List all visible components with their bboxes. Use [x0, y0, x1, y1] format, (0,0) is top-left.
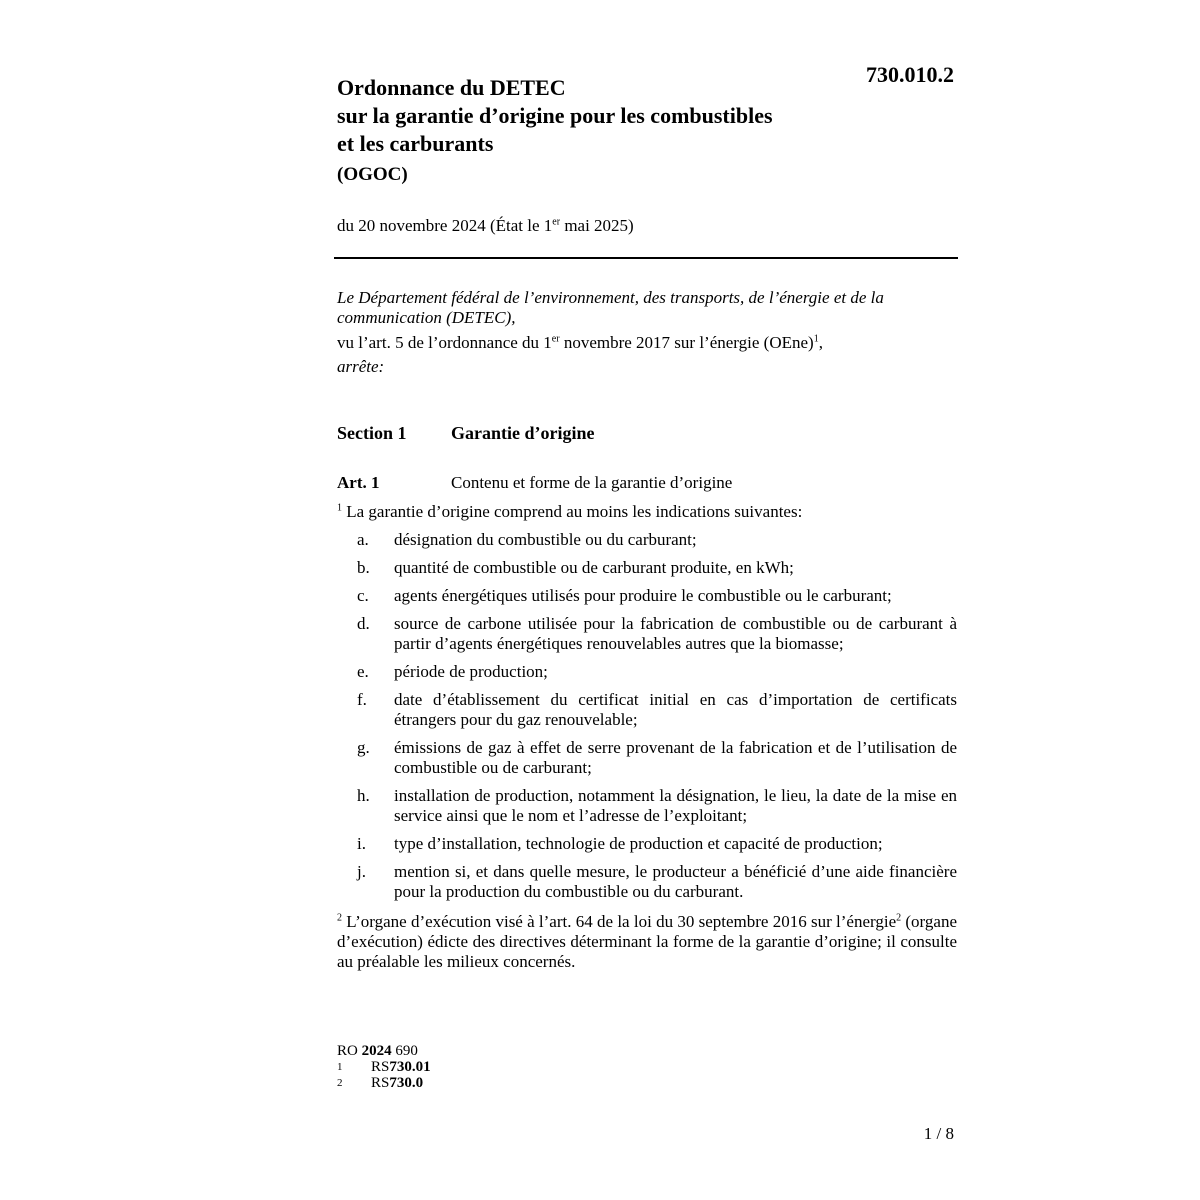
list-item [337, 558, 957, 578]
footnote-ref-link[interactable]: 730.01 [389, 1059, 431, 1075]
title-line-1: Ordonnance du DETEC [337, 75, 566, 100]
section-title: Garantie d’origine [451, 423, 595, 443]
footnote-ref-2[interactable]: 2 [896, 912, 902, 924]
list-letter: e. [357, 662, 369, 681]
list-text: quantité de combustible ou de carburant produite, en kWh; [394, 558, 794, 577]
article-paragraph-2 [337, 912, 957, 972]
date-prefix: du 20 novembre 2024 (État le 1 [337, 216, 553, 235]
page-number: 1 / 8 [923, 1124, 954, 1143]
list-text: mention si, et dans quelle mesure, le producteur a bénéficié d’une aide financière pour la production du combustible ou du carburant. [394, 862, 957, 901]
preamble-consideration [337, 333, 957, 353]
preamble-decree: arrête: [337, 357, 385, 376]
ro-year: 2024 [361, 1043, 392, 1059]
list-letter: b. [357, 558, 370, 577]
list-letter: h. [357, 786, 370, 805]
list-letter: f. [357, 690, 367, 709]
ro-reference [337, 1043, 431, 1059]
footnote-mark: 2 [337, 1077, 343, 1089]
ro-prefix: RO [337, 1043, 362, 1059]
list-item [337, 586, 957, 606]
list-item [337, 530, 957, 550]
list-text: type d’installation, technologie de production et capacité de production; [394, 834, 883, 853]
list-letter: g. [357, 738, 370, 757]
consideration-middle: novembre 2017 sur l’énergie (OEne) [559, 333, 814, 352]
list-letter: j. [357, 862, 366, 881]
ro-page: 690 [391, 1043, 418, 1059]
article-paragraph-1 [337, 502, 957, 522]
list-text: date d’établissement du certificat initial en cas d’importation de certificats étrangers pour du gaz renouvelable; [394, 690, 957, 729]
list-letter: c. [357, 586, 369, 605]
list-item [337, 738, 957, 778]
list-text: agents énergétiques utilisés pour produire le combustible ou le carburant; [394, 586, 892, 605]
title-line-3: et les carburants [337, 131, 494, 156]
list-letter: a. [357, 530, 369, 549]
consideration-superscript: er [551, 333, 560, 345]
list-text: émissions de gaz à effet de serre provenant de la fabrication et de l’utilisation de combustible ou de carburant; [394, 738, 957, 777]
preamble [337, 288, 957, 377]
list-item [337, 834, 957, 854]
paragraph-2-suffix: (organe d’exécution) édicte des directives déterminant la forme de la garantie d’origine; il consulte au préalable les milieux concernés. [337, 912, 957, 971]
list-item [337, 662, 957, 682]
list-text: source de carbone utilisée pour la fabrication de combustible ou de carburant à partir d’agents énergétiques renouvelables autres que la biomasse; [394, 614, 957, 653]
list-text: installation de production, notamment la désignation, le lieu, la date de la mise en service ainsi que le nom et l’adresse de l’exploitant; [394, 786, 957, 825]
title-abbreviation: (OGOC) [337, 164, 408, 185]
paragraph-mark-1: 1 [337, 502, 342, 514]
footnote-prefix: RS [371, 1059, 390, 1075]
list-item [337, 614, 957, 654]
footnote-mark: 1 [337, 1061, 343, 1073]
document-title [337, 74, 837, 186]
date-superscript: er [552, 216, 561, 228]
article-number: Art. 1 [337, 473, 380, 492]
date-line [337, 216, 634, 236]
footnotes [337, 1043, 431, 1091]
list-item [337, 862, 957, 902]
list-text: désignation du combustible ou du carburant; [394, 530, 697, 549]
list-item [337, 690, 957, 730]
consideration-prefix: vu l’art. 5 de l’ordonnance du 1 [337, 333, 552, 352]
footnote-prefix: RS [371, 1075, 390, 1091]
paragraph-2-prefix: L’organe d’exécution visé à l’art. 64 de la loi du 30 septembre 2016 sur l’énergie [342, 912, 897, 931]
indication-list [337, 530, 957, 910]
section-heading [337, 423, 594, 444]
list-letter: d. [357, 614, 370, 633]
title-divider [334, 257, 958, 259]
paragraph-1-text: La garantie d’origine comprend au moins les indications suivantes: [342, 502, 803, 521]
list-text: période de production; [394, 662, 548, 681]
footnote-ref-link[interactable]: 730.0 [389, 1075, 424, 1091]
article-heading [337, 473, 732, 493]
footnote-2 [337, 1075, 431, 1091]
footnote-1 [337, 1059, 431, 1075]
list-letter: i. [357, 834, 366, 853]
footnote-ref-1[interactable]: 1 [813, 333, 819, 345]
sr-number: 730.010.2 [866, 62, 954, 87]
preamble-authority: Le Département fédéral de l’environnement, des transports, de l’énergie et de la communication (DETEC), [337, 288, 884, 327]
article-title: Contenu et forme de la garantie d’origine [451, 473, 733, 492]
section-number: Section 1 [337, 423, 407, 443]
paragraph-mark-2: 2 [337, 912, 342, 924]
consideration-suffix: , [818, 333, 823, 352]
list-item [337, 786, 957, 826]
title-line-2: sur la garantie d’origine pour les combustibles [337, 103, 773, 128]
date-suffix: mai 2025) [560, 216, 634, 235]
